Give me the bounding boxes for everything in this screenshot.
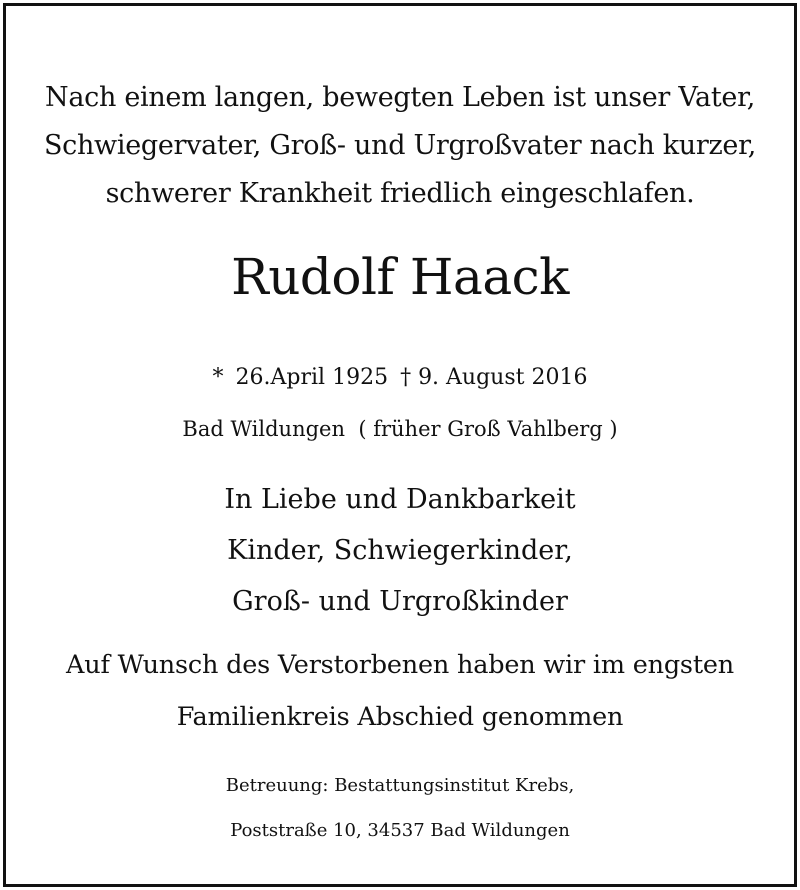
intro-line-3: schwerer Krankheit friedlich eingeschlafen. xyxy=(105,178,695,209)
deceased-name: Rudolf Haack xyxy=(231,248,569,306)
place-of-residence: Bad Wildungen ( früher Groß Vahlberg ) xyxy=(182,417,618,441)
mourners-line-2: Kinder, Schwiegerkinder, xyxy=(227,535,573,566)
mourners-line-3: Groß- und Urgroßkinder xyxy=(232,586,568,617)
birth-star-icon: * xyxy=(212,365,224,390)
life-dates xyxy=(0,367,800,389)
intro-line-2: Schwiegervater, Groß- und Urgroßvater nach kurzer, xyxy=(43,130,757,161)
wish-line-1: Auf Wunsch des Verstorbenen haben wir im engsten xyxy=(66,650,734,680)
death-cross-icon: † xyxy=(400,365,412,390)
wish-line-2: Familienkreis Abschied genommen xyxy=(176,702,624,732)
birth-date: 26.April 1925 xyxy=(235,365,389,390)
death-date: 9. August 2016 xyxy=(418,365,588,390)
funeral-home-line-1: Betreuung: Bestattungsinstitut Krebs, xyxy=(225,775,575,796)
mourners-line-1: In Liebe und Dankbarkeit xyxy=(224,484,576,515)
funeral-home-line-2: Poststraße 10, 34537 Bad Wildungen xyxy=(230,820,570,841)
intro-line-1: Nach einem langen, bewegten Leben ist unser Vater, xyxy=(45,82,755,113)
